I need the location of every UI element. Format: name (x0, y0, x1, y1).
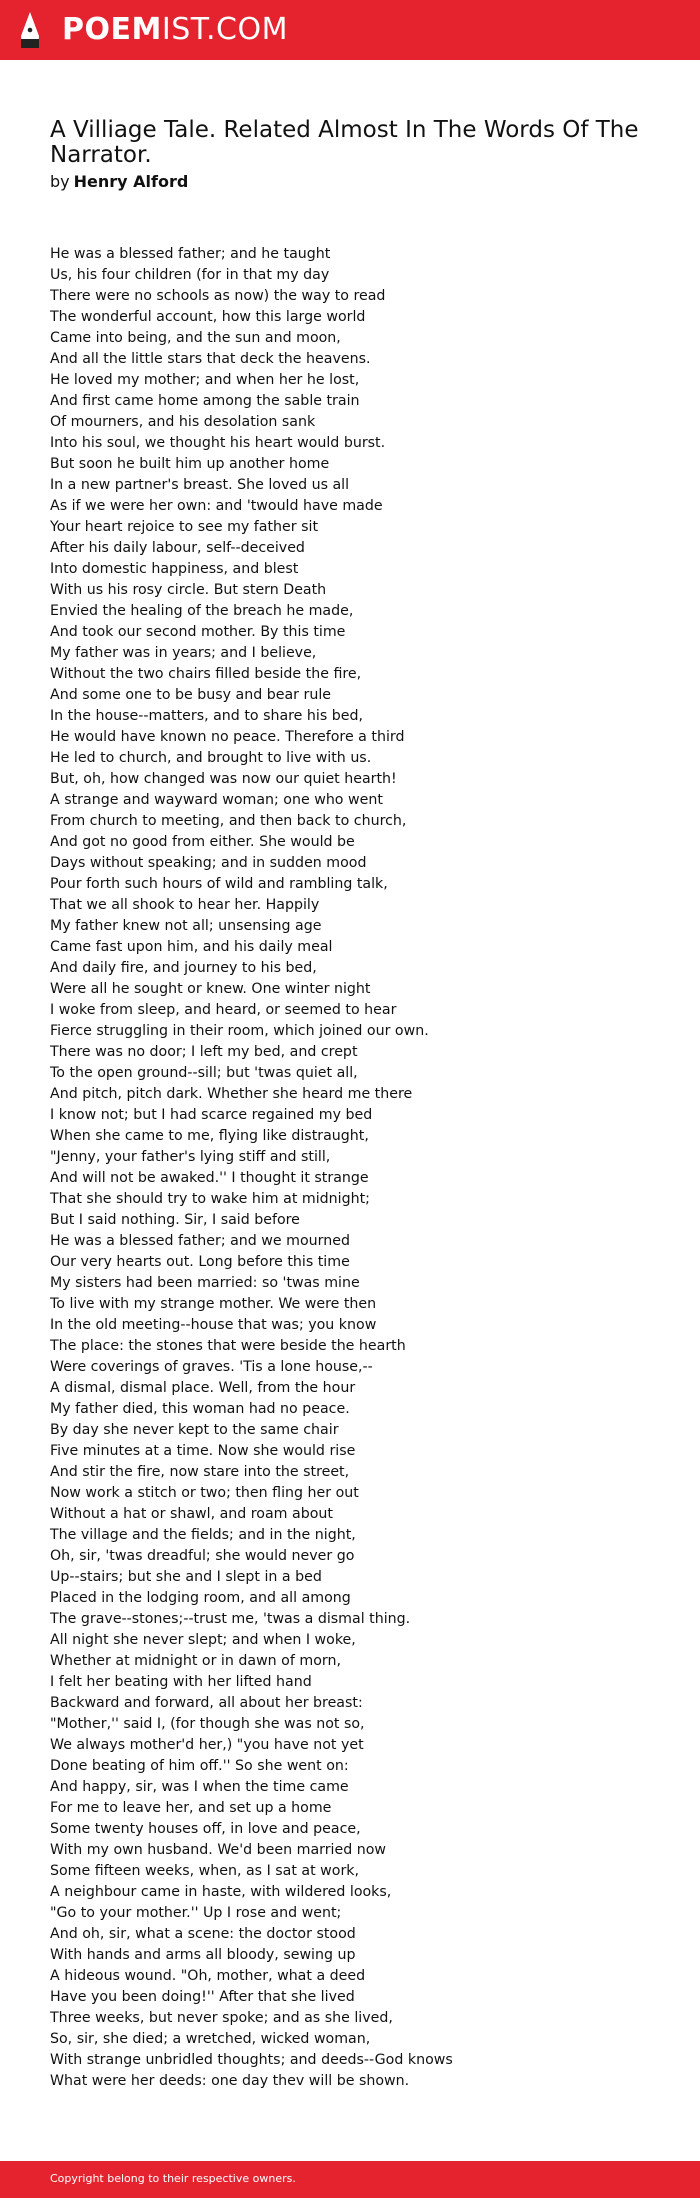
poem-line: To the open ground--sill; but 'twas quiet all, (50, 1065, 358, 1081)
poem-line: To live with my strange mother. We were then (50, 1296, 377, 1312)
poem-line: "Jenny, your father's lying stiff and still, (50, 1149, 331, 1165)
site-logo[interactable] (62, 10, 288, 50)
poem-line: A hideous wound. "Oh, mother, what a deed (50, 1968, 366, 1984)
poem-line: There was no door; I left my bed, and crept (50, 1044, 358, 1060)
poem-line: The village and the fields; and in the night, (50, 1527, 356, 1543)
poem-line: So, sir, she died; a wretched, wicked woman, (50, 2031, 371, 2047)
poem-line: I woke from sleep, and heard, or seemed to hear (50, 1002, 397, 1018)
poem-line: Whether at midnight or in dawn of morn, (50, 1653, 341, 1669)
poem-line: Into domestic happiness, and blest (50, 561, 299, 577)
poem-line: That she should try to wake him at midnight; (50, 1191, 370, 1207)
poem-line: A strange and wayward woman; one who went (50, 792, 383, 808)
poem-line: Now work a stitch or two; then fling her out (50, 1485, 359, 1501)
poem-line: But, oh, how changed was now our quiet hearth! (50, 771, 397, 787)
poem-line: And will not be awaked.'' I thought it strange (50, 1170, 369, 1186)
poem-line: A neighbour came in haste, with wildered looks, (50, 1884, 392, 1900)
poem-line: And daily fire, and journey to his bed, (50, 960, 317, 976)
poem-line: Were coverings of graves. 'Tis a lone house,-- (50, 1359, 373, 1375)
poem-line: That we all shook to hear her. Happily (50, 897, 320, 913)
poem-line: And took our second mother. By this time (50, 624, 346, 640)
poem-line: Have you been doing!'' After that she lived (50, 1989, 355, 2005)
poem-line: Backward and forward, all about her breast: (50, 1695, 363, 1711)
poem-line: A dismal, dismal place. Well, from the hour (50, 1380, 356, 1396)
poem-line: And got no good from either. She would be (50, 834, 355, 850)
poem-line: As if we were her own: and 'twould have made (50, 498, 383, 514)
poem-line: And pitch, pitch dark. Whether she heard me there (50, 1086, 413, 1102)
poem-line: "Go to your mother.'' Up I rose and went; (50, 1905, 342, 1921)
poem-line: The wonderful account, how this large world (50, 309, 366, 325)
poem-line: Were all he sought or knew. One winter night (50, 981, 371, 997)
poem-line: All night she never slept; and when I woke, (50, 1632, 356, 1648)
poem-line: The grave--stones;--trust me, 'twas a dismal thing. (50, 1611, 411, 1627)
poem-line: Placed in the lodging room, and all among (50, 1590, 351, 1606)
logo-light-text: IST.COM (161, 12, 288, 47)
poem-line: And oh, sir, what a scene: the doctor stood (50, 1926, 356, 1942)
poem-line: But soon he built him up another home (50, 456, 330, 472)
author-name[interactable]: Henry Alford (73, 172, 189, 191)
poem-line: In the old meeting--house that was; you know (50, 1317, 377, 1333)
pen-nib-icon[interactable] (17, 10, 43, 50)
poem-line: And all the little stars that deck the heavens. (50, 351, 371, 367)
poem-title: A Villiage Tale. Related Almost In The Words Of The Narrator. (50, 117, 639, 168)
poem-line: And first came home among the sable train (50, 393, 360, 409)
site-header (0, 0, 700, 60)
poem-line: In a new partner's breast. She loved us all (50, 477, 350, 493)
site-footer (0, 2161, 700, 2198)
poem-line: I felt her beating with her lifted hand (50, 1674, 312, 1690)
poem-line: My father was in years; and I believe, (50, 645, 317, 661)
poem-line: Without a hat or shawl, and roam about (50, 1506, 333, 1522)
poem-line: When she came to me, flying like distraught, (50, 1128, 369, 1144)
by-label: by (50, 172, 70, 191)
poem-line: Envied the healing of the breach he made, (50, 603, 354, 619)
poem-line: What were her deeds: one day thev will be shown. (50, 2073, 410, 2089)
poem-line: Done beating of him off.'' So she went on: (50, 1758, 349, 1774)
poem-line: Your heart rejoice to see my father sit (50, 519, 319, 535)
poem-line: Into his soul, we thought his heart would burst. (50, 435, 386, 451)
copyright-text: Copyright belong to their respective owners. (50, 2172, 296, 2185)
poem-line: And stir the fire, now stare into the street, (50, 1464, 350, 1480)
poem-line: He led to church, and brought to live with us. (50, 750, 372, 766)
poem-line: By day she never kept to the same chair (50, 1422, 339, 1438)
poem-line: After his daily labour, self--deceived (50, 540, 305, 556)
poem-line: Us, his four children (for in that my day (50, 267, 330, 283)
poem-line: From church to meeting, and then back to church, (50, 813, 407, 829)
poem-line: The place: the stones that were beside the hearth (50, 1338, 406, 1354)
poem-line: He loved my mother; and when her he lost, (50, 372, 360, 388)
poem-line: With us his rosy circle. But stern Death (50, 582, 327, 598)
poem-line: My sisters had been married: so 'twas mine (50, 1275, 360, 1291)
poem-line: Three weeks, but never spoke; and as she lived, (50, 2010, 393, 2026)
poem-line: Oh, sir, 'twas dreadful; she would never go (50, 1548, 355, 1564)
poem-line: With my own husband. We'd been married now (50, 1842, 387, 1858)
poem-body (50, 244, 650, 2092)
poem-line: For me to leave her, and set up a home (50, 1800, 332, 1816)
poem-line: He would have known no peace. Therefore a third (50, 729, 405, 745)
poem-line: And some one to be busy and bear rule (50, 687, 332, 703)
poem-line: Pour forth such hours of wild and rambling talk, (50, 876, 388, 892)
poem-line: In the house--matters, and to share his bed, (50, 708, 363, 724)
poem-line: Without the two chairs filled beside the fire, (50, 666, 362, 682)
poem-line: My father knew not all; unsensing age (50, 918, 322, 934)
poem-line: There were no schools as now) the way to read (50, 288, 386, 304)
poem-line: Some fifteen weeks, when, as I sat at work, (50, 1863, 360, 1879)
poem-line: With hands and arms all bloody, sewing up (50, 1947, 356, 1963)
poem-line: He was a blessed father; and he taught (50, 246, 331, 262)
poem-line: My father died, this woman had no peace. (50, 1401, 350, 1417)
poem-line: And happy, sir, was I when the time came (50, 1779, 349, 1795)
poem-line: He was a blessed father; and we mourned (50, 1233, 350, 1249)
poem-line: But I said nothing. Sir, I said before (50, 1212, 300, 1228)
poem-line: Came into being, and the sun and moon, (50, 330, 341, 346)
poem-line: Fierce struggling in their room, which joined our own. (50, 1023, 429, 1039)
poem-line: Came fast upon him, and his daily meal (50, 939, 333, 955)
poem-line: Some twenty houses off, in love and peace, (50, 1821, 361, 1837)
logo-bold-text: POEM (62, 12, 162, 47)
poem-line: Five minutes at a time. Now she would rise (50, 1443, 356, 1459)
poem-line: Of mourners, and his desolation sank (50, 414, 316, 430)
poem-line: Up--stairs; but she and I slept in a bed (50, 1569, 322, 1585)
poem-line: Our very hearts out. Long before this time (50, 1254, 350, 1270)
poem-line: I know not; but I had scarce regained my bed (50, 1107, 373, 1123)
byline (50, 172, 188, 192)
poem-line: With strange unbridled thoughts; and deeds--God knows (50, 2052, 453, 2068)
poem-line: Days without speaking; and in sudden mood (50, 855, 367, 871)
poem-line: "Mother,'' said I, (for though she was not so, (50, 1716, 365, 1732)
poem-line: We always mother'd her,) "you have not yet (50, 1737, 364, 1753)
